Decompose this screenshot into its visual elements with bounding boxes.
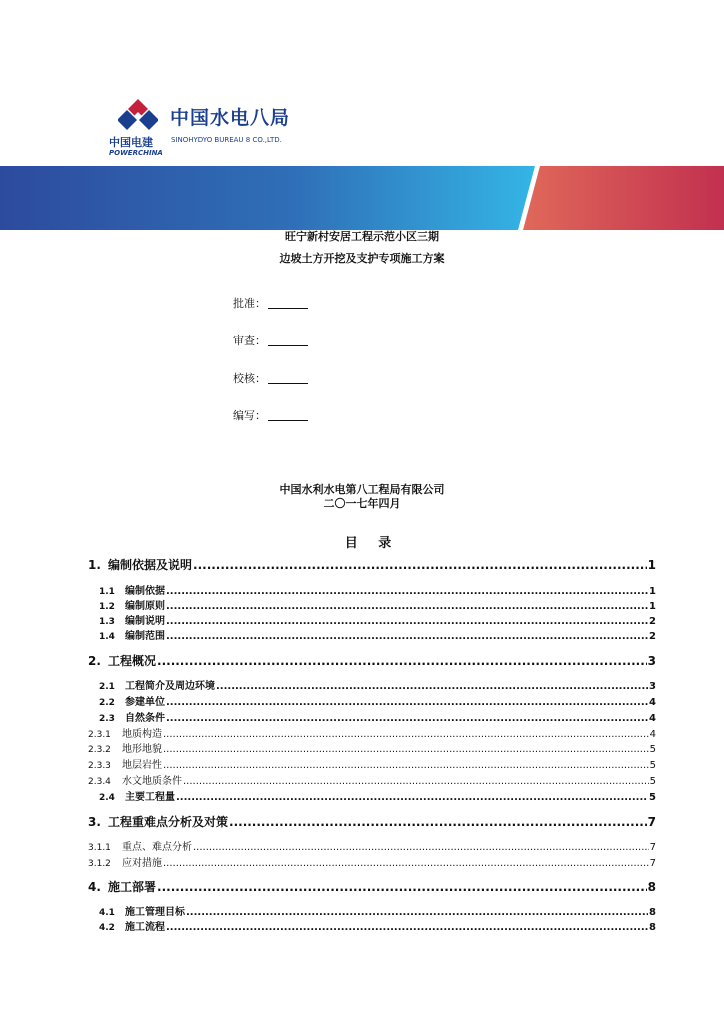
toc-page: 1 xyxy=(647,558,656,572)
company-name-cn: 中国水电八局 xyxy=(170,107,291,129)
toc-page: 2 xyxy=(649,616,656,627)
toc-number: 3.1.1 xyxy=(88,843,111,853)
toc-entry[interactable] xyxy=(88,740,656,755)
toc-page: 5 xyxy=(649,760,656,771)
toc-text: 水文地质条件 xyxy=(122,776,182,787)
toc-number: 1. xyxy=(88,558,101,572)
toc-page: 7 xyxy=(647,815,656,829)
toc-page: 4 xyxy=(649,729,656,740)
toc-leader xyxy=(193,842,649,853)
toc-text: 地质构造 xyxy=(122,729,162,740)
toc-number: 2.4 xyxy=(99,793,115,803)
toc-text: 施工部署 xyxy=(108,880,157,894)
toc-number: 1.1 xyxy=(99,587,115,597)
toc-text: 编制说明 xyxy=(125,616,165,627)
toc-number: 2.1 xyxy=(99,682,115,692)
signature-label: 审查： xyxy=(233,334,266,347)
brand-name-cn: 中国电建 xyxy=(109,136,153,149)
toc-entry[interactable] xyxy=(99,612,656,627)
signature-label: 批准： xyxy=(233,297,266,310)
toc-number: 2.3.3 xyxy=(88,761,111,771)
toc-page: 7 xyxy=(649,858,656,869)
toc-entry[interactable] xyxy=(88,652,656,669)
toc-text: 工程简介及周边环境 xyxy=(125,681,215,692)
toc-page: 8 xyxy=(647,880,656,894)
document-date: 二〇一七年四月 xyxy=(323,497,401,510)
toc-entry[interactable] xyxy=(88,854,656,869)
toc-number: 3.1.2 xyxy=(88,859,111,869)
toc-page: 8 xyxy=(649,922,656,933)
toc-text: 地形地貌 xyxy=(122,744,162,755)
toc-page: 5 xyxy=(649,776,656,787)
toc-entry[interactable] xyxy=(88,878,656,895)
organization-name: 中国水利水电第八工程局有限公司 xyxy=(279,483,445,496)
toc-number: 2.3.4 xyxy=(88,777,111,787)
toc-leader xyxy=(166,697,648,708)
toc-entry[interactable] xyxy=(99,903,656,918)
toc-number: 1.3 xyxy=(99,617,115,627)
toc-entry[interactable] xyxy=(99,597,656,612)
toc-page: 5 xyxy=(649,744,656,755)
toc-text: 施工管理目标 xyxy=(125,907,185,918)
toc-entry[interactable] xyxy=(99,627,656,642)
toc-leader xyxy=(166,616,648,627)
toc-leader xyxy=(166,713,648,724)
toc-text: 编制依据 xyxy=(125,586,165,597)
toc-page: 4 xyxy=(649,713,656,724)
toc-text: 工程概况 xyxy=(108,654,157,668)
toc-text: 自然条件 xyxy=(125,713,165,724)
toc-leader xyxy=(163,729,649,740)
toc-leader xyxy=(176,792,648,803)
toc-leader xyxy=(229,815,647,829)
toc-text: 施工流程 xyxy=(125,922,165,933)
toc-page: 3 xyxy=(647,654,656,668)
toc-leader xyxy=(166,631,648,642)
toc-page: 4 xyxy=(649,697,656,708)
toc-page: 8 xyxy=(649,907,656,918)
project-title: 旺宁新村安居工程示范小区三期 xyxy=(285,230,439,243)
toc-number: 2.3 xyxy=(99,714,115,724)
toc-entry[interactable] xyxy=(99,918,656,933)
toc-text: 编制依据及说明 xyxy=(108,558,193,572)
toc-number: 4.2 xyxy=(99,923,115,933)
toc-leader xyxy=(186,907,648,918)
toc-leader xyxy=(157,654,647,668)
toc-page: 7 xyxy=(649,842,656,853)
toc-leader xyxy=(163,744,649,755)
toc-leader xyxy=(193,558,647,572)
toc-text: 应对措施 xyxy=(122,858,162,869)
toc-entry[interactable] xyxy=(99,788,656,803)
toc-page: 1 xyxy=(649,601,656,612)
toc-leader xyxy=(166,586,648,597)
toc-text: 参建单位 xyxy=(125,697,165,708)
toc-leader xyxy=(166,922,648,933)
toc-entry[interactable] xyxy=(99,582,656,597)
toc-leader xyxy=(163,858,649,869)
toc-number: 4.1 xyxy=(99,908,115,918)
toc-page: 5 xyxy=(649,792,656,803)
toc-number: 2. xyxy=(88,654,101,668)
toc-text: 重点、难点分析 xyxy=(122,842,192,853)
toc-entry[interactable] xyxy=(88,838,656,853)
toc-entry[interactable] xyxy=(88,756,656,771)
toc-entry[interactable] xyxy=(88,556,656,573)
project-subtitle: 边坡土方开挖及支护专项施工方案 xyxy=(279,252,445,265)
toc-leader xyxy=(157,880,647,894)
toc-leader xyxy=(163,760,649,771)
toc-leader xyxy=(183,776,649,787)
toc-page: 2 xyxy=(649,631,656,642)
signature-label: 编写： xyxy=(233,409,266,422)
toc-entry[interactable] xyxy=(99,709,656,724)
brand-name-en: POWERCHINA xyxy=(109,149,163,157)
toc-number: 4. xyxy=(88,880,101,894)
toc-title: 目 录 xyxy=(344,536,400,551)
toc-number: 1.4 xyxy=(99,632,115,642)
toc-entry[interactable] xyxy=(88,813,656,830)
toc-leader xyxy=(166,601,648,612)
toc-leader xyxy=(216,681,648,692)
toc-number: 2.3.1 xyxy=(88,730,111,740)
toc-text: 编制范围 xyxy=(125,631,165,642)
toc-text: 主要工程量 xyxy=(125,792,175,803)
toc-text: 工程重难点分析及对策 xyxy=(108,815,229,829)
toc-entry[interactable] xyxy=(88,725,656,740)
toc-entry[interactable] xyxy=(88,772,656,787)
toc-number: 2.3.2 xyxy=(88,745,111,755)
toc-page: 1 xyxy=(649,586,656,597)
toc-number: 2.2 xyxy=(99,698,115,708)
toc-text: 地层岩性 xyxy=(122,760,162,771)
toc-entry[interactable] xyxy=(99,693,656,708)
toc-number: 1.2 xyxy=(99,602,115,612)
toc-text: 编制原则 xyxy=(125,601,165,612)
company-name-en: SINOHYDYO BUREAU 8 CO.,LTD. xyxy=(171,136,282,144)
toc-entry[interactable] xyxy=(99,677,656,692)
toc-number: 3. xyxy=(88,815,101,829)
toc-page: 3 xyxy=(649,681,656,692)
signature-label: 校核： xyxy=(233,372,266,385)
